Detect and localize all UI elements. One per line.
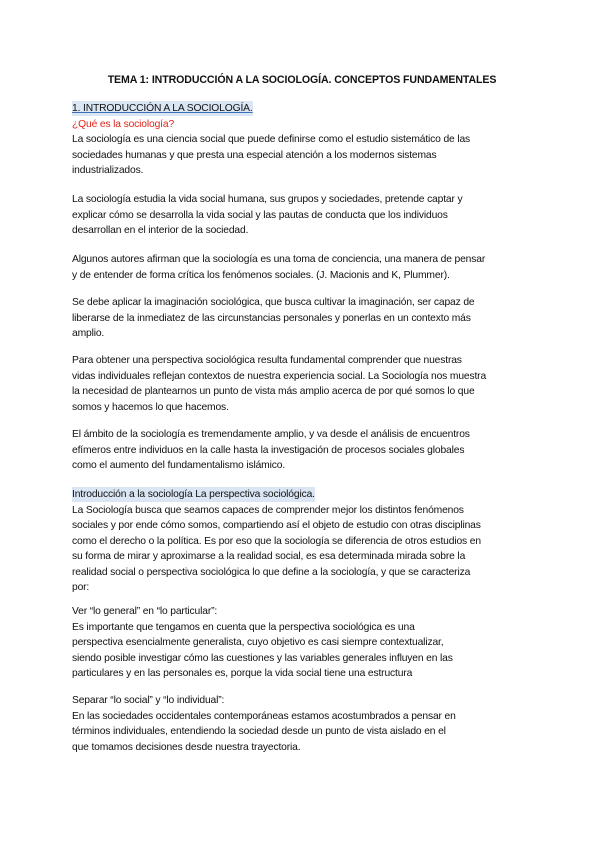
- paragraph-line: perspectiva esencialmente generalista, cuyo objetivo es casi siempre contextualizar,: [72, 637, 444, 648]
- paragraph-line: La sociología es una ciencia social que puede definirse como el estudio sistemático de las: [72, 134, 471, 145]
- paragraph-line: particulares y en las personales es, porque la vida social tiene una estructura: [72, 668, 413, 679]
- subsection-heading: Ver “lo general” en “lo particular”:: [72, 606, 218, 617]
- paragraph-5: [72, 353, 532, 415]
- section-1-block: [72, 101, 532, 179]
- paragraph-line: explicar cómo se desarrolla la vida social y las pautas de conducta que los individuos: [72, 209, 448, 221]
- paragraph-line: que tomamos decisiones desde nuestra trayectoria.: [72, 741, 301, 753]
- subsection-social-individual: [72, 693, 532, 755]
- paragraph-line: La sociología estudia la vida social humana, sus grupos y sociedades, pretende captar y: [72, 194, 463, 205]
- paragraph-line: Es importante que tengamos en cuenta que la perspectiva sociológica es una: [72, 621, 415, 633]
- paragraph-6: [72, 427, 532, 474]
- subsection-general-particular: [72, 604, 532, 682]
- paragraph-line: Para obtener una perspectiva sociológica resulta fundamental comprender que nuestras: [72, 355, 462, 366]
- section-1-heading: 1. INTRODUCCIÓN A LA SOCIOLOGÍA.: [72, 103, 253, 114]
- paragraph-line: Se debe aplicar la imaginación sociológica, que busca cultivar la imaginación, ser capaz de: [72, 297, 475, 308]
- paragraph-line: efímeros entre individuos en la calle hasta la investigación de procesos sociales globales: [72, 444, 465, 456]
- paragraph-2: [72, 192, 532, 239]
- paragraph-line: por:: [72, 582, 90, 593]
- paragraph-line: El ámbito de la sociología es tremendamente amplio, y va desde el análisis de encuentros: [72, 429, 470, 440]
- paragraph-line: como el derecho o la política. Es por eso que la sociología se diferencia de otros estudios en: [72, 535, 481, 547]
- subsection-heading: Separar “lo social” y “lo individual”:: [72, 695, 225, 706]
- paragraph-line: sociales y por ende cómo somos, compartiendo así el objeto de estudio con otras disciplinas: [72, 520, 481, 531]
- paragraph-line: desarrollan en el interior de la sociedad.: [72, 225, 249, 236]
- section-2-heading: Introducción a la sociología La perspectiva sociológica.: [72, 489, 315, 500]
- paragraph-line: amplio.: [72, 328, 105, 339]
- paragraph-line: y de entender de forma crítica los fenómenos sociales. (J. Macionis and K, Plummer).: [72, 269, 450, 281]
- paragraph-line: somos y hacemos lo que hacemos.: [72, 401, 229, 413]
- paragraph-line: Algunos autores afirman que la sociología es una toma de conciencia, una manera de pensar: [72, 254, 486, 265]
- paragraph-line: realidad social o perspectiva sociológica lo que define a la sociología, y que se caracteriza: [72, 566, 471, 578]
- paragraph-line: En las sociedades occidentales contemporáneas estamos acostumbrados a pensar en: [72, 710, 456, 722]
- paragraph-line: La Sociología busca que seamos capaces de comprender mejor los distintos fenómenos: [72, 504, 464, 516]
- paragraph-line: su forma de mirar y aproximarse a la realidad social, es esa determinada mirada sobre la: [72, 551, 466, 562]
- document-title: TEMA 1: INTRODUCCIÓN A LA SOCIOLOGÍA. CONCEPTOS FUNDAMENTALES: [107, 74, 497, 86]
- paragraph-3: [72, 252, 532, 283]
- paragraph-line: la necesidad de plantearnos un punto de vista más amplio acerca de por qué somos lo que: [72, 386, 475, 397]
- paragraph-line: sociedades humanas y que presta una especial atención a los modernos sistemas: [72, 149, 437, 161]
- section-2-block: [72, 487, 532, 596]
- paragraph-line: liberarse de la inmediatez de las circunstancias personales y ponerlas en un contexto más: [72, 312, 471, 324]
- paragraph-4: [72, 295, 532, 342]
- paragraph-line: vidas individuales reflejan contextos de nuestra experiencia social. La Sociología nos muestra: [72, 370, 487, 382]
- paragraph-line: como el aumento del fundamentalismo islámico.: [72, 460, 286, 471]
- paragraph-line: siendo posible investigar cómo las cuestiones y las variables generales influyen en las: [72, 652, 453, 664]
- section-1-question: ¿Qué es la sociología?: [72, 118, 175, 130]
- paragraph-line: términos individuales, entendiendo la sociedad desde un punto de vista aislado en el: [72, 726, 446, 737]
- paragraph-line: industrializados.: [72, 165, 144, 176]
